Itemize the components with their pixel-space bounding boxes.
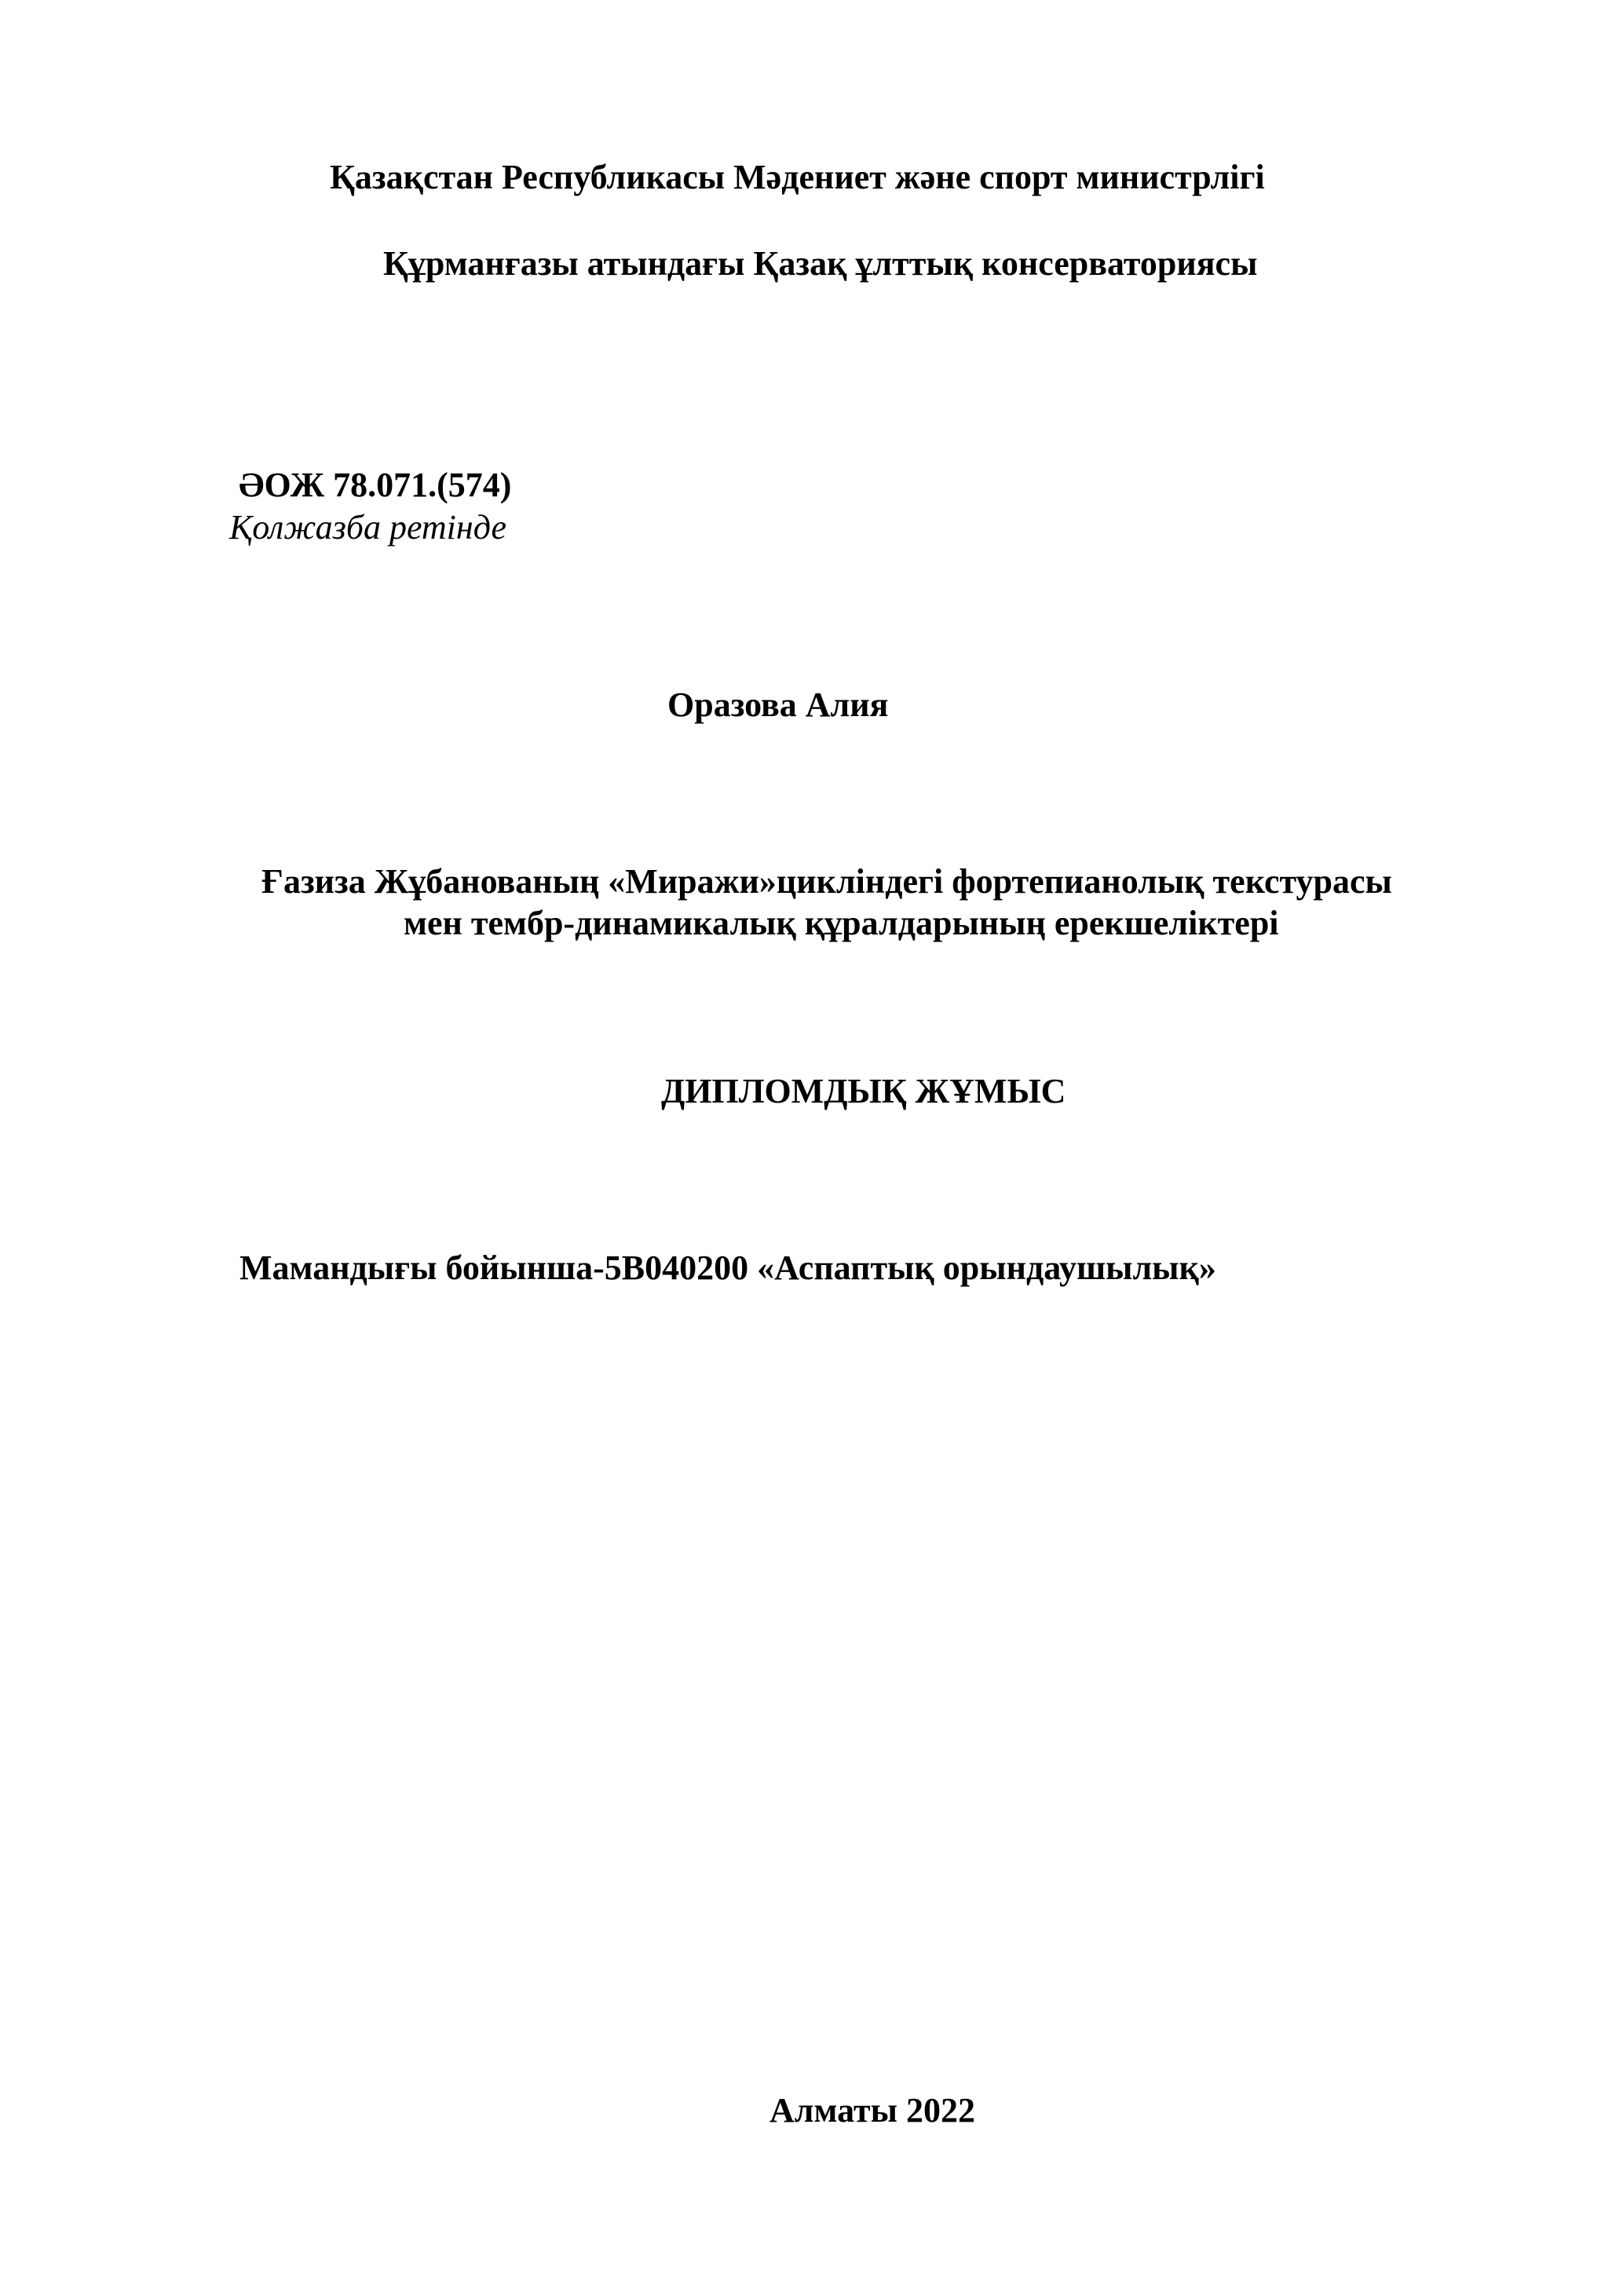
- thesis-title-line-2: мен тембр-динамикалық құралдарының ерекшеліктері: [404, 904, 1279, 942]
- ministry-heading: Қазақстан Республикасы Мәдениет және спорт министрлігі: [330, 158, 1265, 196]
- city-year: Алматы 2022: [769, 2091, 975, 2130]
- work-type: ДИПЛОМДЫҚ ЖҰМЫС: [661, 1072, 1066, 1110]
- manuscript-note: Қолжазба ретінде: [229, 508, 507, 547]
- author-name: Оразова Алия: [667, 686, 889, 724]
- thesis-title-line-1: Ғазиза Жұбанованың «Миражи»цикліндегі фортепианолық текстурасы: [261, 862, 1392, 901]
- conservatory-heading: Құрманғазы атындағы Қазақ ұлттық консерваториясы: [383, 244, 1258, 283]
- specialty-line: Мамандығы бойынша-5В040200 «Аспаптық орындаушылық»: [239, 1249, 1216, 1287]
- udc-code: ӘОЖ 78.071.(574): [239, 466, 512, 504]
